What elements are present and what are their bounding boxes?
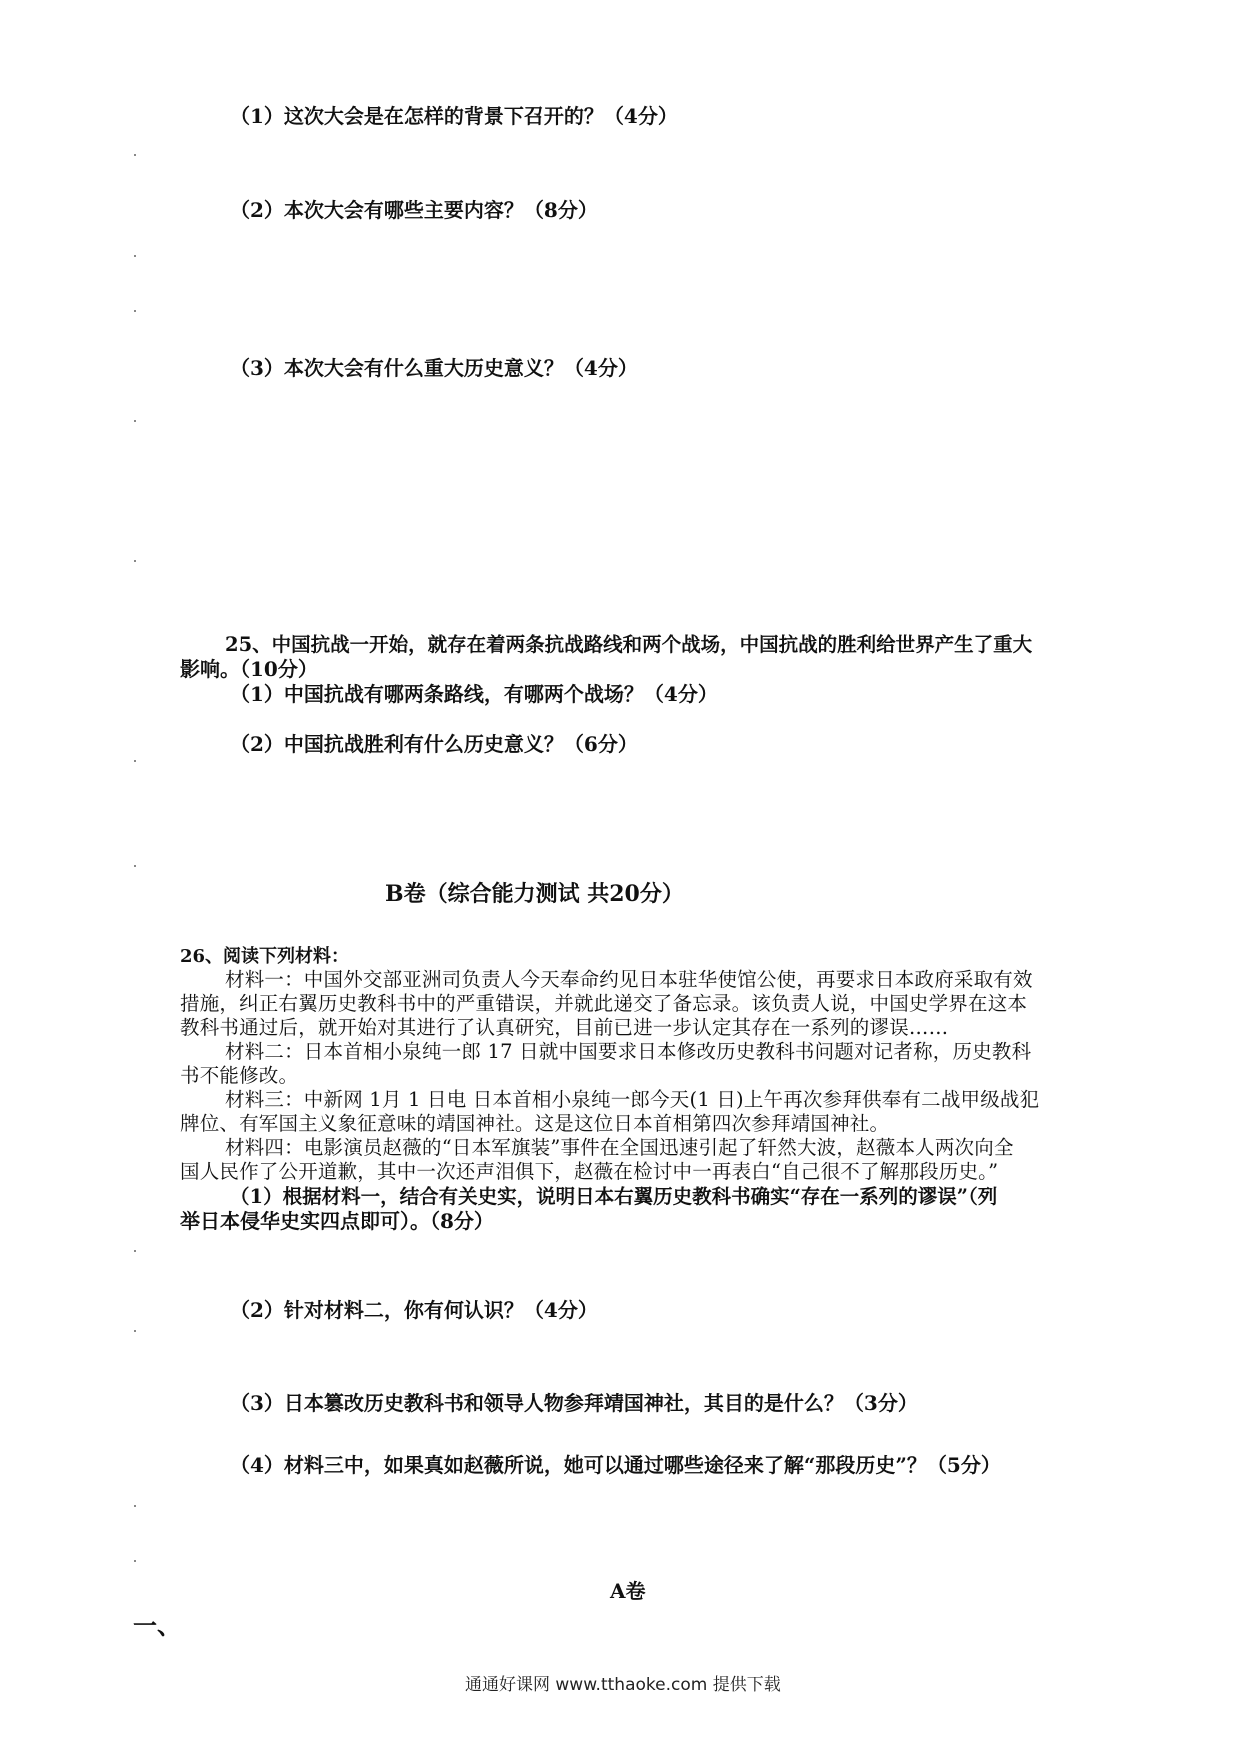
footer-source: 通通好课网 www.tthaoke.com 提供下载 [465, 1675, 781, 1695]
answer-section-title: A卷 [610, 1579, 646, 1603]
margin-mark [134, 865, 136, 867]
q26-intro: 26、阅读下列材料： [180, 946, 350, 967]
q26-material1-line3: 教科书通过后，就开始对其进行了认真研究，目前已进一步认定其存在一系列的谬误…… [180, 1016, 949, 1039]
q24-sub1: （1）这次大会是在怎样的背景下召开的？（4分） [230, 104, 678, 128]
margin-mark [134, 760, 136, 762]
q25-stem-line2: 影响。（10分） [180, 657, 318, 681]
q26-material2-line2: 书不能修改。 [180, 1064, 299, 1087]
margin-mark [134, 560, 136, 562]
q26-material4-line1: 材料四：电影演员赵薇的“日本军旗装”事件在全国迅速引起了轩然大波，赵薇本人两次向全 [225, 1136, 1014, 1159]
section-b-title: B卷（综合能力测试 共20分） [385, 881, 684, 907]
q24-sub2: （2）本次大会有哪些主要内容？（8分） [230, 198, 598, 222]
margin-mark [134, 1250, 136, 1252]
q26-sub1-line2: 举日本侵华史实四点即可）。（8分） [180, 1209, 494, 1233]
margin-mark [134, 1560, 136, 1562]
margin-mark [134, 420, 136, 422]
q26-material1-line2: 措施，纠正右翼历史教科书中的严重错误，并就此递交了备忘录。该负责人说，中国史学界在这本 [180, 992, 1028, 1015]
answer-part-one: 一、 [133, 1611, 181, 1640]
q26-sub3: （3）日本篡改历史教科书和领导人物参拜靖国神社，其目的是什么？（3分） [230, 1391, 918, 1415]
margin-mark [134, 255, 136, 257]
margin-mark [134, 310, 136, 312]
q26-material3-line2: 牌位、有军国主义象征意味的靖国神社。这是这位日本首相第四次参拜靖国神社。 [180, 1112, 890, 1135]
q26-material4-line2: 国人民作了公开道歉，其中一次还声泪俱下，赵薇在检讨中一再表白“自己很不了解那段历史。” [180, 1160, 999, 1183]
q26-material2-line1: 材料二：日本首相小泉纯一郎 17 日就中国要求日本修改历史教科书问题对记者称，历史教科 [225, 1040, 1032, 1063]
q24-sub3: （3）本次大会有什么重大历史意义？（4分） [230, 356, 638, 380]
margin-mark [134, 1330, 136, 1332]
q26-sub4: （4）材料三中，如果真如赵薇所说，她可以通过哪些途径来了解“那段历史”？（5分） [230, 1453, 1001, 1477]
margin-mark [134, 154, 136, 156]
q26-sub2: （2）针对材料二，你有何认识？（4分） [230, 1298, 598, 1322]
q25-sub1: （1）中国抗战有哪两条路线，有哪两个战场？（4分） [230, 682, 718, 706]
q25-stem-line1: 25、中国抗战一开始，就存在着两条抗战路线和两个战场，中国抗战的胜利给世界产生了重大 [225, 633, 1033, 656]
q26-material1-line1: 材料一：中国外交部亚洲司负责人今天奉命约见日本驻华使馆公使，再要求日本政府采取有效 [225, 968, 1033, 991]
margin-mark [134, 1505, 136, 1507]
q26-sub1-line1: （1）根据材料一，结合有关史实，说明日本右翼历史教科书确实“存在一系列的谬误”（列 [230, 1185, 998, 1208]
q26-material3-line1: 材料三：中新网 1月 1 日电 日本首相小泉纯一郎今天(1 日)上午再次参拜供奉有二战甲级战犯 [225, 1088, 1040, 1111]
q25-sub2: （2）中国抗战胜利有什么历史意义？（6分） [230, 732, 638, 756]
